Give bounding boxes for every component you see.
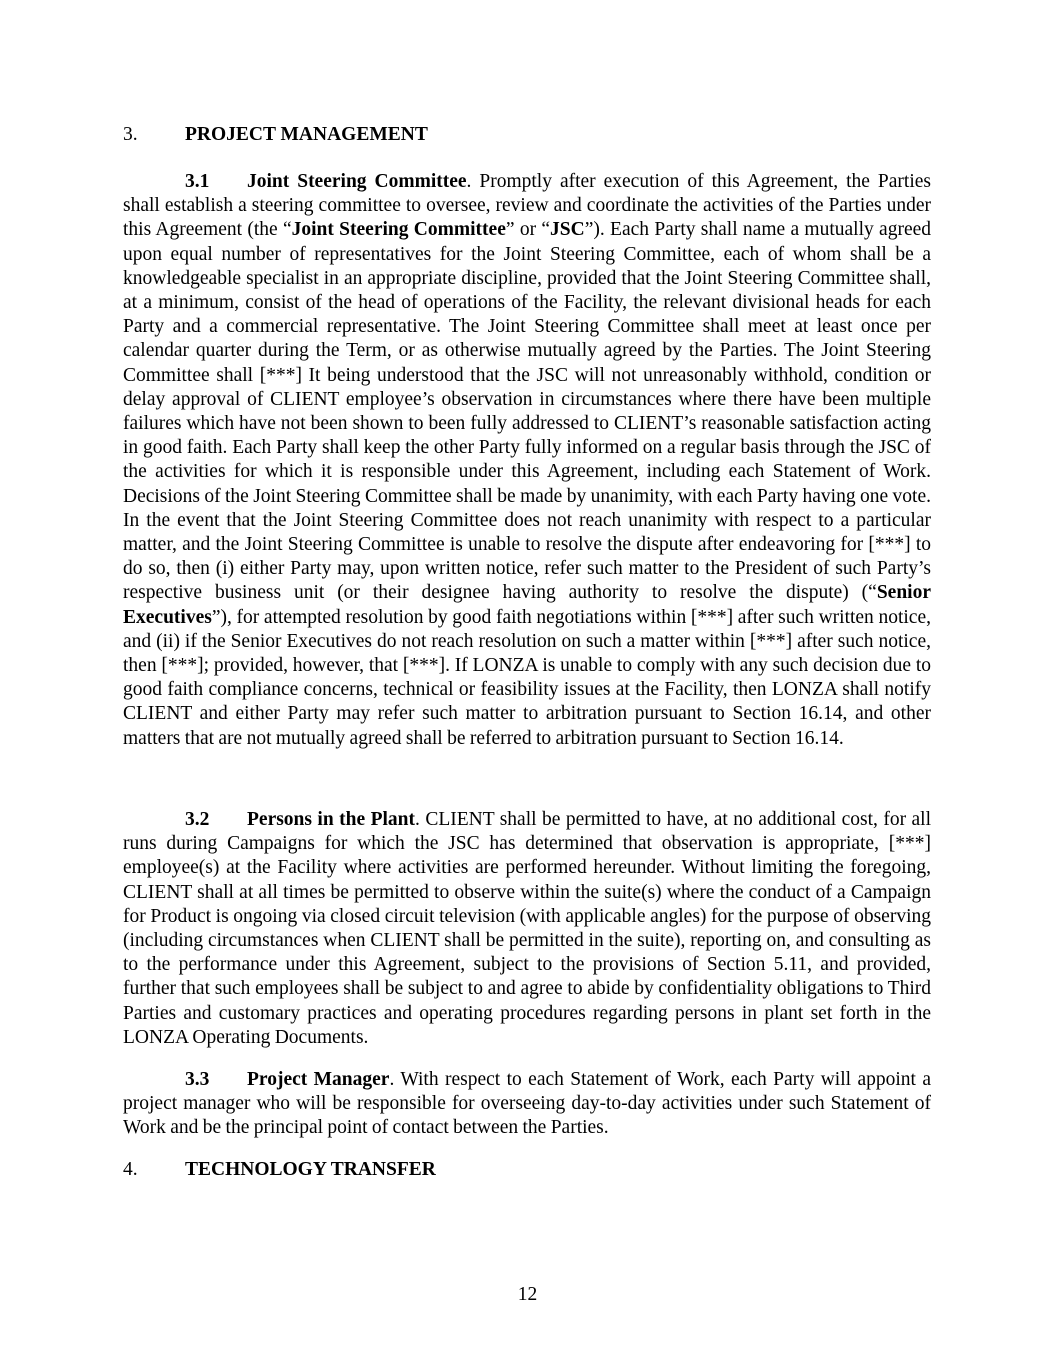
section-number: 3. [123,124,138,145]
section-heading-technology-transfer [123,1158,931,1182]
section-number: 4. [123,1159,138,1180]
paragraph-number: 3.2 [185,809,210,830]
section-heading-project-management [123,123,931,147]
text-run: Joint Steering Committee [291,219,506,241]
text-run: ”). Each Party shall name a mutually agreed upon equal number of representatives for the Joint Steering Committee, each of whom shall be a knowledgeable specialist in an appropriate discipline, provided that the Joint Steering Committee shall, at a minimum, consist of the head of operations of the Facility, the relevant divisional heads for each Party and a commercial representative. The Joint Steering Committee shall meet at least once per calendar quarter during the Term, or as otherwise mutually agreed by the Parties. The Joint Steering Committee shall [***] It being understood that the JSC will not unreasonably withhold, condition or delay approval of CLIENT employee’s observation in circumstances where there have been multiple failures which have not been shown to been fully addressed to CLIENT’s reasonable satisfaction acting in good faith. Each Party shall keep the other Party fully informed on a regular basis through the JSC of the activities for which it is responsible under this Agreement, including each Statement of Work. Decisions of the Joint Steering Committee shall be made by unanimity, with each Party having one vote. In the event that the Joint Steering Committee does not reach unanimity with respect to a particular matter, and the Joint Steering Committee is unable to resolve the dispute after endeavoring for [***] to do so, then (i) either Party may, upon written notice, refer such matter to the President of such Party’s respective business unit (or their designee having authority to resolve the dispute) (“ [123,219,932,604]
text-run: ” or “ [505,219,551,241]
section-title: PROJECT MANAGEMENT [185,124,428,145]
text-run: Project Manager [247,1069,390,1090]
paragraph-number: 3.3 [185,1069,210,1090]
text-run: Joint Steering Committee [247,171,467,192]
paragraph-number: 3.1 [185,171,210,192]
text-run: ”), for attempted resolution by good faith negotiations within [***] after such written notice, and (ii) if the Senior Executives do not reach resolution on such a matter within [***] after such notice, then [***]; provided, however, that [***]. If LONZA is unable to comply with any such decision due to good faith compliance concerns, technical or feasibility issues at the Facility, then LONZA shall notify CLIENT and either Party may refer such matter to arbitration pursuant to Section 16.14, and other matters that are not mutually agreed shall be referred to arbitration pursuant to Section 16.14. [123,606,931,749]
text-run: Senior Executives [123,582,931,628]
section-title: TECHNOLOGY TRANSFER [185,1159,436,1180]
text-run: . Promptly after execution of this Agreement, the Parties shall establish a steering committee to oversee, review and coordinate the activities of the Parties under this Agreement (the “ [123,171,931,241]
paragraph-project-manager [123,1068,931,1141]
text-run: . With respect to each Statement of Work, each Party will appoint a project manager who will be responsible for overseeing day-to-day activities under such Statement of Work and be the principal point of contact between the Parties. [123,1069,931,1139]
page-number: 12 [517,1284,538,1305]
text-run: Persons in the Plant [247,809,415,830]
text-run: . CLIENT shall be permitted to have, at no additional cost, for all runs during Campaigns for which the JSC has determined that observation is appropriate, [***] employee(s) at the Facility where activities are performed hereunder. Without limiting the foregoing, CLIENT shall at all times be permitted to observe within the suite(s) where the conduct of a Campaign for Product is ongoing via closed circuit television (with applicable angles) for the purpose of observing (including circumstances when CLIENT shall be permitted in the suite), reporting on, and consulting as to the performance under this Agreement, subject to the provisions of Section 5.11, and provided, further that such employees shall be subject to and agree to abide by confidentiality obligations to Third Parties and customary practices and operating procedures regarding persons in plant set forth in the LONZA Operating Documents. [123,809,932,1048]
paragraph-joint-steering-committee [123,170,931,751]
paragraph-persons-in-the-plant [123,808,931,1050]
text-run: JSC [550,219,585,241]
